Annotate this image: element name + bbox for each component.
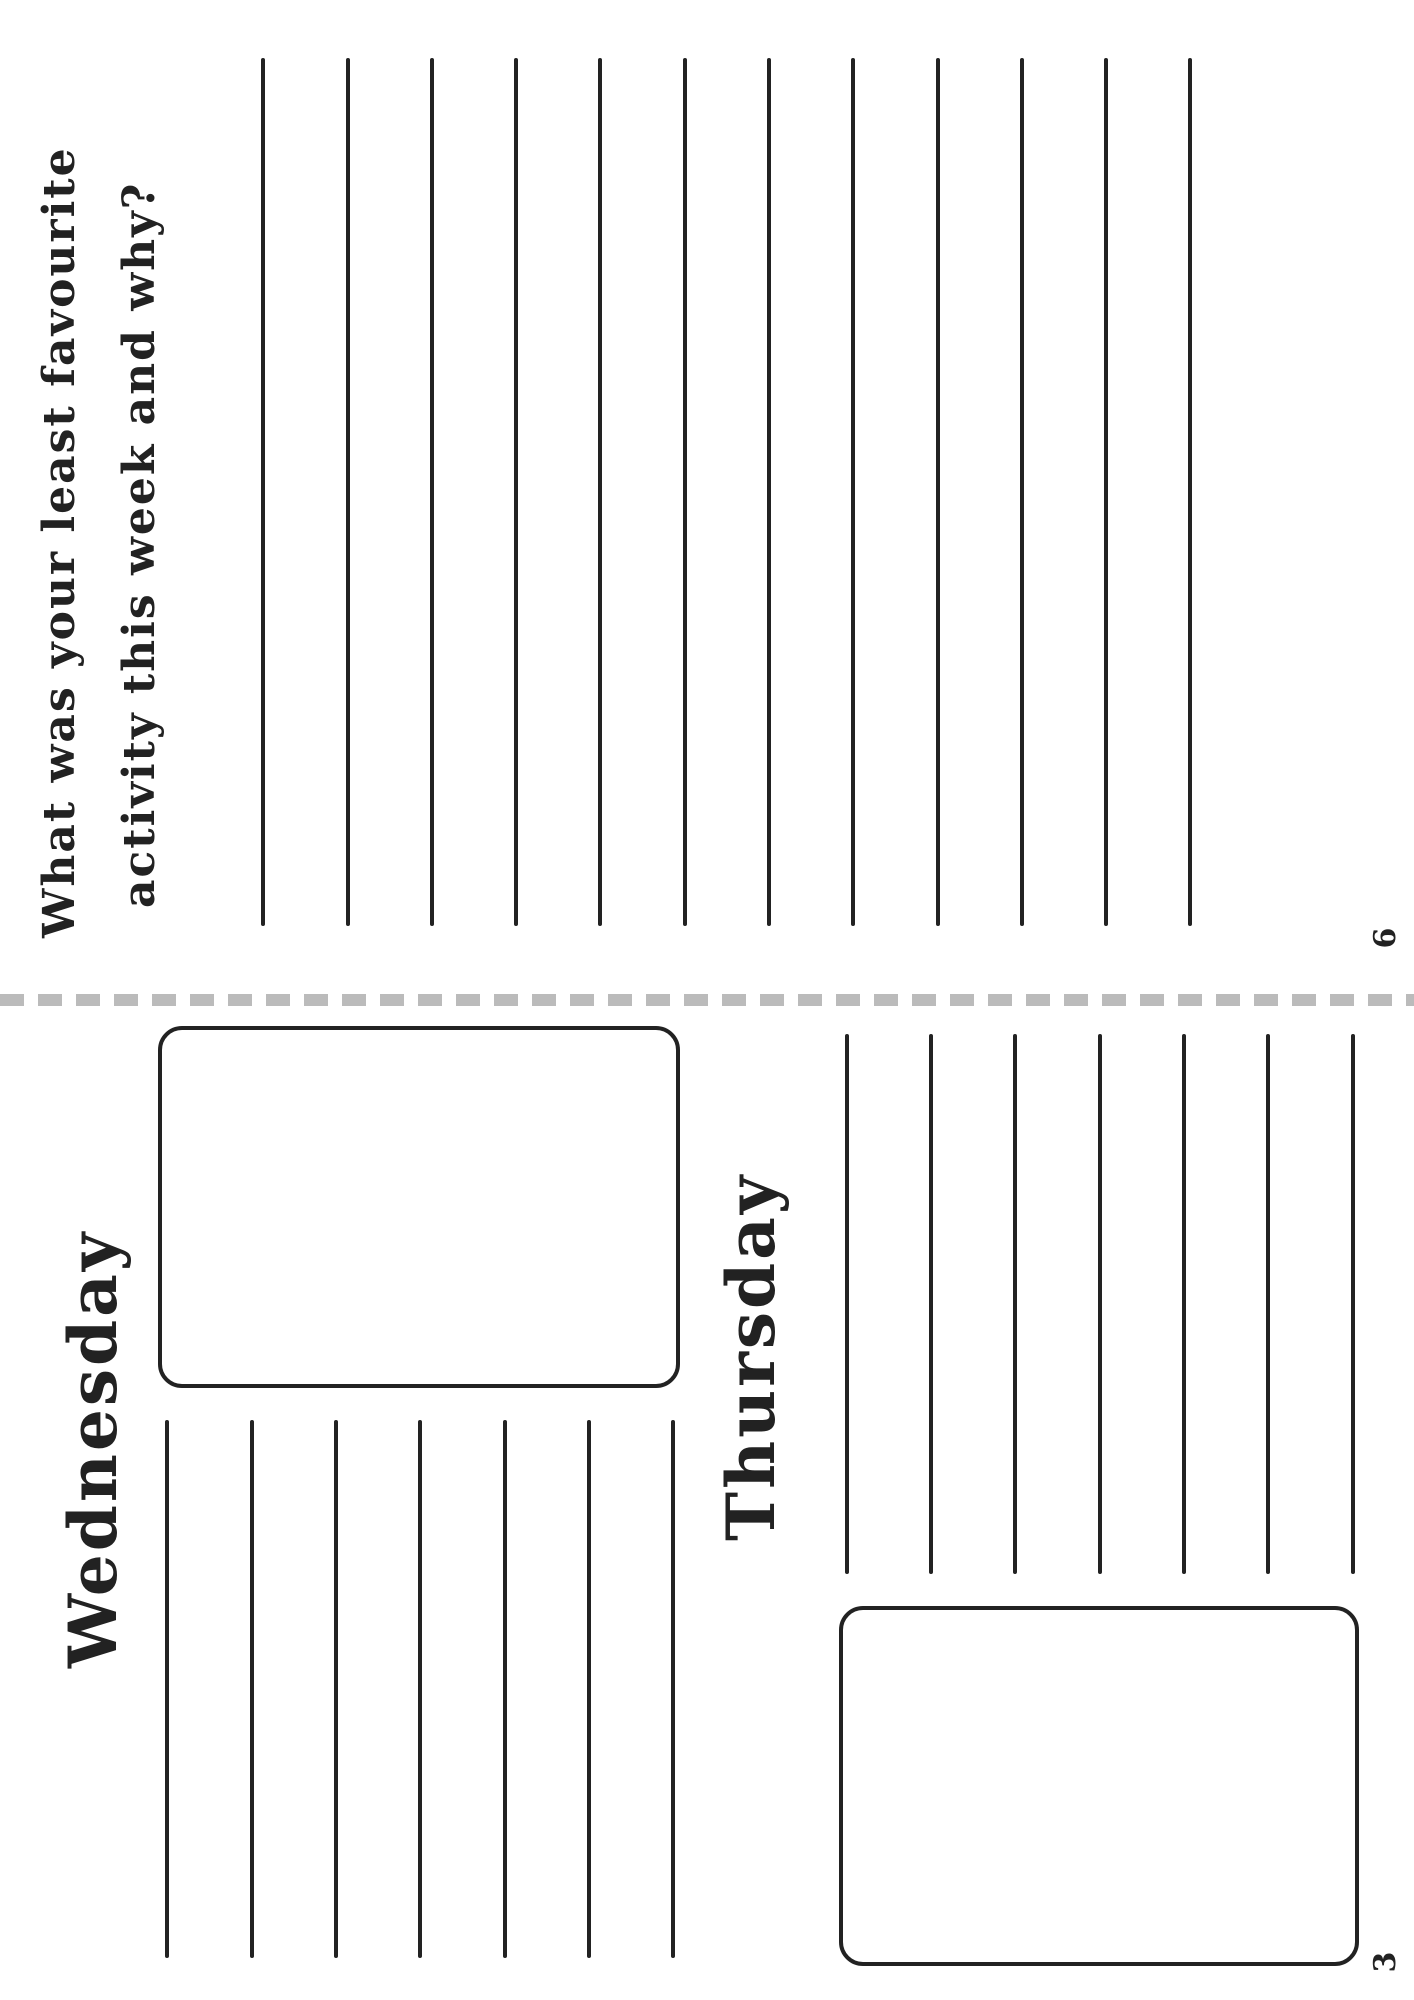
thursday-drawing-box[interactable]: [839, 1606, 1359, 1966]
writing-line[interactable]: [845, 1034, 849, 1574]
writing-line[interactable]: [346, 58, 350, 926]
writing-line[interactable]: [1020, 58, 1024, 926]
writing-line[interactable]: [430, 58, 434, 926]
writing-line[interactable]: [1351, 1034, 1355, 1574]
writing-line[interactable]: [1098, 1034, 1102, 1574]
writing-line[interactable]: [1182, 1034, 1186, 1574]
writing-line[interactable]: [418, 1420, 422, 1958]
writing-line[interactable]: [165, 1420, 169, 1958]
writing-line[interactable]: [1188, 58, 1192, 926]
page-number-3: 3: [1368, 1951, 1403, 1973]
writing-line[interactable]: [767, 58, 771, 926]
writing-line[interactable]: [671, 1420, 675, 1958]
writing-line[interactable]: [929, 1034, 933, 1574]
thursday-heading: Thursday: [712, 1172, 790, 1541]
writing-line[interactable]: [261, 58, 265, 926]
question-line-1: What was your least favourite: [34, 146, 85, 938]
writing-line[interactable]: [683, 58, 687, 926]
question-line-2: activity this week and why?: [114, 181, 165, 908]
writing-line[interactable]: [334, 1420, 338, 1958]
page-number-6: 6: [1368, 927, 1403, 949]
fold-line: [0, 994, 1414, 1006]
wednesday-heading: Wednesday: [54, 1229, 132, 1668]
writing-line[interactable]: [587, 1420, 591, 1958]
writing-line[interactable]: [851, 58, 855, 926]
writing-line[interactable]: [250, 1420, 254, 1958]
writing-line[interactable]: [1266, 1034, 1270, 1574]
question-heading: [20, 58, 180, 938]
writing-line[interactable]: [514, 58, 518, 926]
writing-line[interactable]: [503, 1420, 507, 1958]
writing-line[interactable]: [936, 58, 940, 926]
writing-line[interactable]: [598, 58, 602, 926]
writing-line[interactable]: [1013, 1034, 1017, 1574]
writing-line[interactable]: [1104, 58, 1108, 926]
wednesday-drawing-box[interactable]: [158, 1026, 680, 1388]
